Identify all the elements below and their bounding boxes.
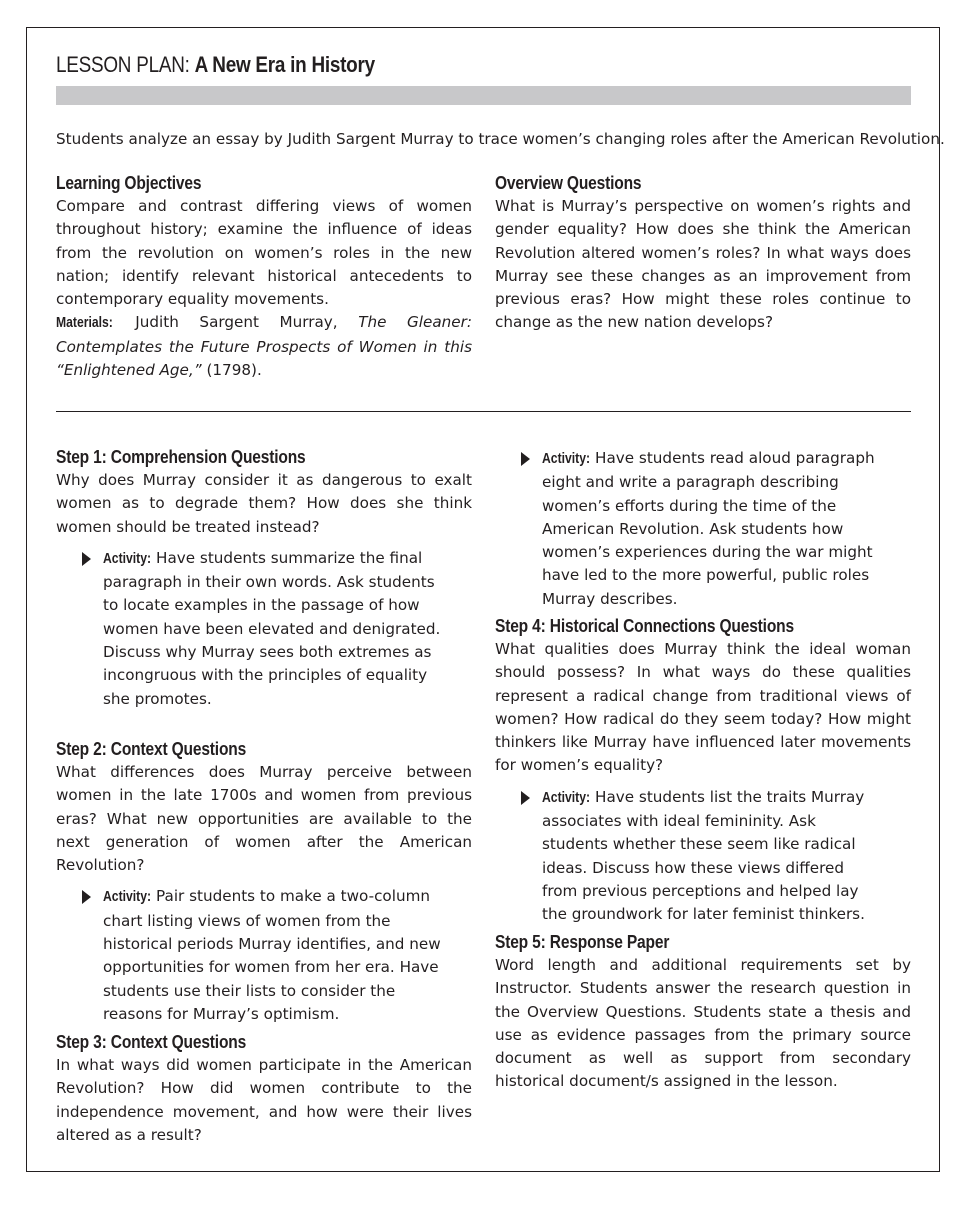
step-4-section [495,614,911,927]
step-3-section [56,1030,472,1147]
step-1-activity-text: Have students summarize the final paragraph in their own words. Ask students to locate examples in the passage of how women have been elevated and denigrated. Discuss why Murray sees both extremes as incongruous with the principles of equality she promotes. [103,548,441,708]
step-5-text: Word length and additional requirements set by Instructor. Students answer the research question in the Overview Questions. Students state a thesis and use as evidence passages from the primary source document as well as support from secondary historical document/s assigned in the lesson. [495,956,911,1091]
intro-text: Students analyze an essay by Judith Sargent Murray to trace women’s changing roles after the American Revolution. [56,130,945,148]
materials-year: (1798). [206,361,262,380]
step-1-activity [56,547,443,711]
learning-objectives-heading: Learning Objectives [56,172,202,193]
materials-author: Judith Sargent Murray, [135,313,338,332]
overview-questions-heading: Overview Questions [495,172,642,193]
step-2-activity-text: Pair students to make a two-column chart listing views of women from the historical periods Murray identifies, and new opportunities for women from her era. Have students use their lists to consider the reasons for Murray’s optimism. [103,887,441,1023]
step-3-activity-text: Have students read aloud paragraph eight and write a paragraph describing women’s efforts during the time of the American Revolution. Ask students how women’s experiences during the war might have led to the more powerful, public roles Murray describes. [542,449,875,608]
learning-objectives-text: Compare and contrast differing views of women throughout history; examine the influence of ideas from the revolution on women’s roles in the new nation; identify relevant historical antecedents to contemporary equality movements. [56,197,472,309]
page-title [56,52,375,78]
step-3-heading: Step 3: Context Questions [56,1031,247,1052]
section-divider [56,411,911,412]
title-main: A New Era in History [194,52,375,77]
title-underline-bar [56,86,911,105]
step-5-heading: Step 5: Response Paper [495,931,670,952]
step-2-text: What differences does Murray perceive between women in the late 1700s and women from previous eras? What new opportunities are available to the next generation of women after the American Revolution? [56,763,472,875]
step-1-heading: Step 1: Comprehension Questions [56,446,306,467]
materials-title: The Gleaner: Contemplates the Future Prospects of Women in this “Enlightened Age,” [56,313,472,380]
bullet-triangle-icon [521,791,530,805]
overview-questions-section [495,171,911,335]
step-2-section [56,737,472,1026]
materials-line [56,311,472,382]
bullet-triangle-icon [82,890,91,904]
step-3-activity-section [495,447,911,611]
step-2-heading: Step 2: Context Questions [56,738,247,759]
bullet-triangle-icon [521,452,530,466]
step-5-section [495,930,911,1094]
learning-objectives-section [56,171,472,382]
activity-label: Activity: [103,550,152,567]
title-prefix: LESSON PLAN: [56,52,190,77]
activity-label: Activity: [542,451,591,467]
step-3-activity [495,447,882,611]
step-3-text: In what ways did women participate in the American Revolution? How did women contribute to the independence movement, and how were their lives altered as a result? [56,1056,472,1144]
materials-label: Materials: [56,315,113,332]
step-1-text: Why does Murray consider it as dangerous to exalt women as to degrade them? How does she think women should be treated instead? [56,471,472,536]
step-1-section [56,445,472,711]
activity-label: Activity: [103,889,152,906]
step-2-activity [56,885,443,1026]
bullet-triangle-icon [82,552,91,566]
step-4-activity-text: Have students list the traits Murray associates with ideal femininity. Ask students whether these seem like radical ideas. Discuss how these views differed from previous perceptions and helped lay the groundwork for later feminist thinkers. [542,787,865,924]
activity-label: Activity: [542,789,591,806]
step-4-text: What qualities does Murray think the ideal woman should possess? In what ways do these qualities represent a radical change from traditional views of women? How radical do they seem today? How might thinkers like Murray have influenced later movements for women’s equality? [495,640,911,775]
step-4-heading: Step 4: Historical Connections Questions [495,615,794,636]
overview-questions-text: What is Murray’s perspective on women’s rights and gender equality? How does she think the American Revolution altered women’s roles? In what ways does Murray see these changes as an improvement from previous eras? How might these roles continue to change as the new nation develops? [495,197,911,332]
step-4-activity [495,786,882,927]
